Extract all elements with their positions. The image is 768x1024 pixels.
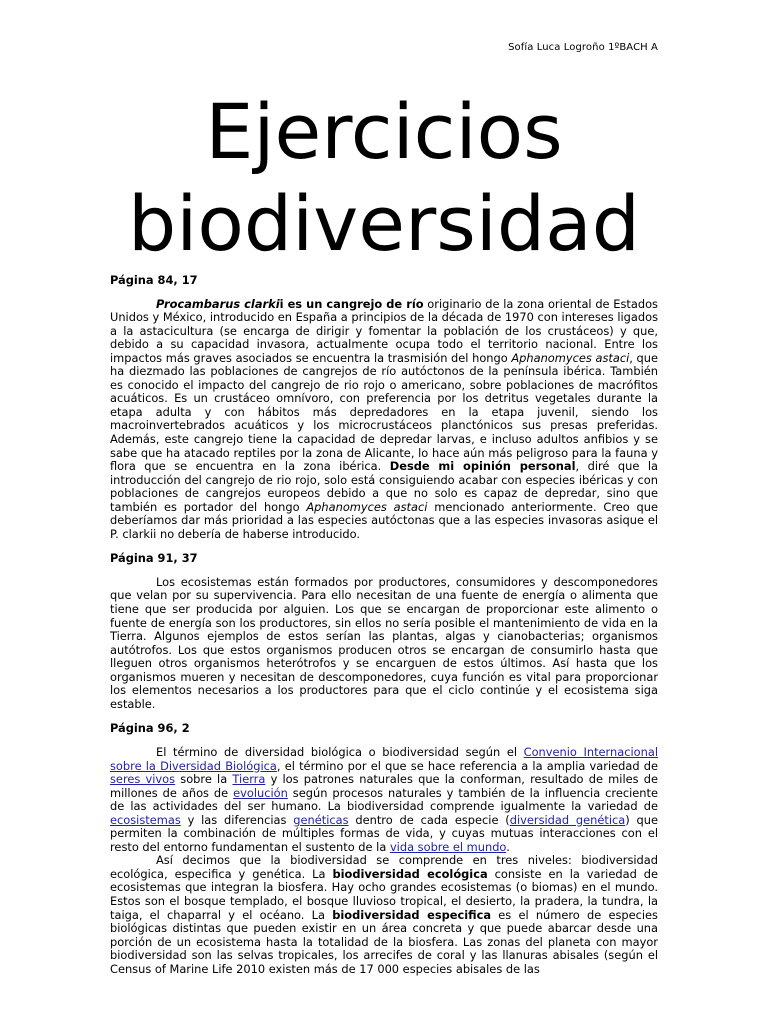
author-header: Sofía Luca Logroño 1ºBACH A [508,42,658,53]
link-diversidad-genetica[interactable]: diversidad genética [509,812,626,827]
text-run: según procesos naturales y también de la influencia creciente de las actividades del ser humano. La biodiversidad comprende igualmente la variedad de [110,785,658,814]
text-run: mencionado anteriormente. Creo que deberíamos dar más prioridad a las especies autóctonas que a las especies invasoras asique el P. clarkii no debería de haberse introducido. [110,499,658,541]
text-run: ) que permiten la combinación de múltiples formas de vida, y cuyas mutuas interacciones con el resto del entorno fundamentan el sustento de la [110,812,659,854]
page-title [110,86,658,270]
title-line-2: biodiversidad [128,179,640,268]
link-evolucion[interactable]: evolución [233,785,288,800]
text-run: originario de la zona oriental de Estados Unidos y México, introducido en España a principios de la década de 1970 con intereses ligados a la astacicultura (se encarga de dirigir y fomentar la población de los crustáceos) y que, debido a su capacidad invasora, actualmente ocupa todo el territorio nacional. Entre los impactos más graves asociados se encuentra la trasmisión del hongo [110,296,659,365]
text-run: , el término por el que se hace referencia a la amplia variedad de [276,758,659,773]
link-geneticas[interactable]: genéticas [293,812,349,827]
text-run: , diré que la introducción del cangrejo de rio rojo, solo está consiguiendo acabar con especies ibéricas y con poblaciones de cangrejos europeos debido a que no solo es capaz de depredar, sino que también es portador del hongo [110,459,659,514]
section-heading-2: Página 91, 37 [110,551,198,566]
link-tierra[interactable]: Tierra [232,772,266,787]
text-run: consiste en la variedad de ecosistemas que integran la biosfera. Hay ocho grandes ecosistemas (o biomas) en el mundo. Estos son el bosque templado, el bosque lluvioso tropical, el desierto, la pradera, la tundra, la taiga, el chaparral y el océano. La [110,866,658,922]
bold-term: Desde mi opinión personal [389,459,576,474]
text-run: . [506,839,510,854]
text-run: , que ha diezmado las poblaciones de cangrejos de río autóctonos de la península ibérica. También es conocido el impacto del cangrejo de rio rojo o americano, sobre poblaciones de macrófitos acuáticos. Es un crustáceo omnívoro, con preferencia por los detritus vegetales durante la etapa adulta y con hábitos más depredadores en la etapa juvenil, siendo los macroinvertebrados acuáticos y los microcrustáceos planctónicos sus presas preferidas. Además, este cangrejo tiene la capacidad de depredar larvas, e incluso adultos anfibios y se sabe que ha atacado reptiles por la zona de Alicante, lo hace aún más peligroso para la fauna y flora que se encuentra en la zona ibérica. [110,350,658,474]
section-heading-1: Página 84, 17 [110,273,198,287]
italic-term: Aphanomyces astaci [511,350,630,365]
bold-term: biodiversidad especifica [332,907,492,922]
link-convenio[interactable]: Convenio Internacional sobre la Diversidad Biológica [110,744,658,773]
section-heading-3: Página 96, 2 [110,721,190,736]
text-run: es el número de especies biológicas distintas que pueden existir en un área concreta y que puede abarcar desde una porción de un ecosistema hasta la totalidad de la biosfera. Las zonas del planeta con mayor biodiversidad son las selvas tropicales, los arrecifes de coral y las llanuras abisales (según el Census of Marine Life 2010 existen más de 17 000 especies abisales de las [110,907,658,976]
bold-term: biodiversidad ecológica [332,866,488,881]
text-run: Así decimos que la biodiversidad se comprende en tres niveles: biodiversidad ecológica, especifica y genética. La [110,853,658,881]
text-run: y las diferencias [180,812,294,827]
text-run: dentro de cada especie ( [348,812,510,827]
italic-term: Aphanomyces astaci [306,499,428,514]
section-2-paragraph: Los ecosistemas están formados por productores, consumidores y descomponedores que velan por su supervivencia. Para ello necesitan de una fuente de energía o alimenta que tiene que ser producida por alguien. Los que se encargan de proporcionar este alimento o fuente de energía son los productores, sin ellos no sería posible el mantenimiento de vida en la Tierra. Algunos ejemplos de estos serían las plantas, algas y cianobacterias; organismos autótrofos. Los que estos organismos producen otros se encargan de consumirlo hasta que lleguen otros organismos heterótrofos y se encarguen de estos últimos. Así hasta que los organismos mueren y necesitan de descomponedores, cuya función es vital para proporcionar los elementos necesarios a los productores para que el ciclo continúe y el ecosistema siga estable. [110,574,658,711]
text-run: sobre la [175,772,233,787]
text-run: y los patrones naturales que la conforman, resultado de miles de millones de años de [110,772,658,800]
bold-intro: i es un cangrejo de río [279,296,424,311]
section-1-paragraph [110,298,658,542]
section-3-paragraph-1 [110,746,658,854]
species-name: Procambarus clarki [156,296,280,311]
document-body [110,274,658,976]
title-line-1: Ejercicios [205,87,563,176]
link-vida-sobre-el-mundo[interactable]: vida sobre el mundo [389,839,507,854]
text-run: El término de diversidad biológica o biodiversidad según el [156,744,524,759]
link-seres-vivos[interactable]: seres vivos [110,772,176,787]
section-3-paragraph-2 [110,854,658,976]
link-ecosistemas[interactable]: ecosistemas [110,812,181,827]
